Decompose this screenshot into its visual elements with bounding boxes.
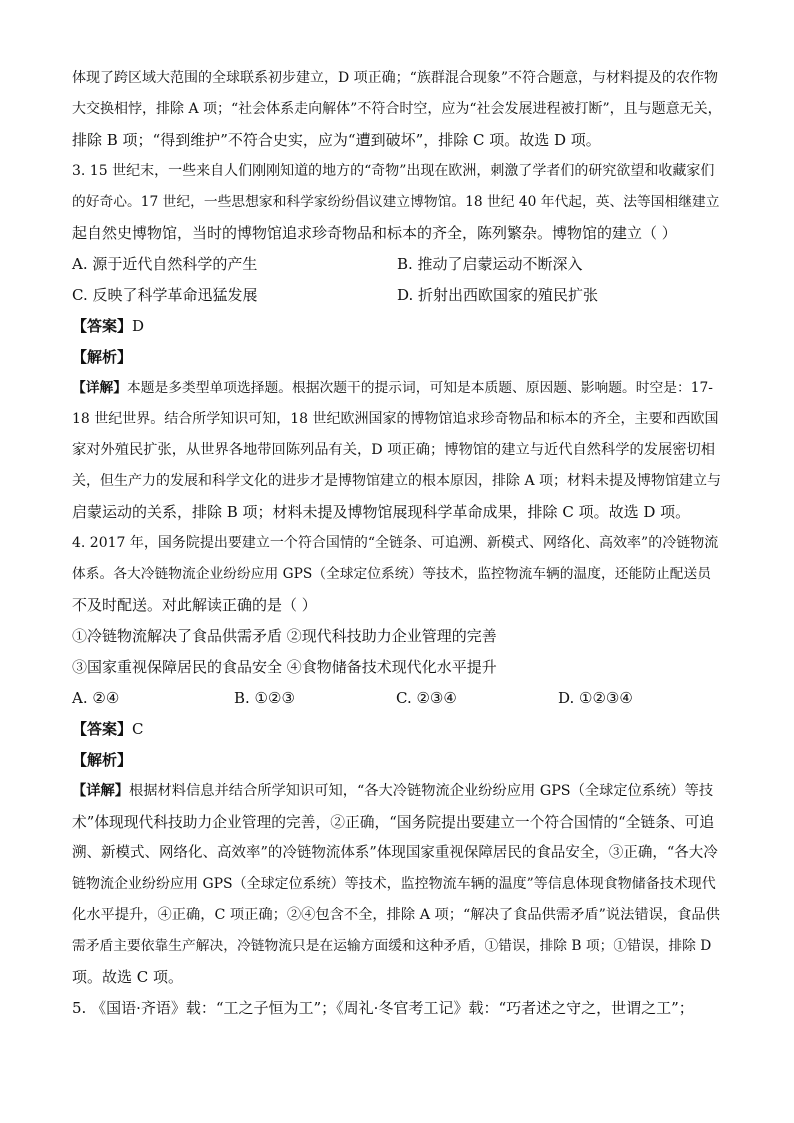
analysis-tag: 【解析】 [72,751,133,769]
question-stem-line: ①冷链物流解决了食品供需矛盾 ②现代科技助力企业管理的完善 [72,627,497,645]
text-line: 体现了跨区域大范围的全球联系初步建立，D 项正确；“族群混合现象”不符合题意，与材料提及的农作物 [72,70,718,86]
answer-line [72,311,722,342]
answer-tag: 【答案】 [72,317,133,335]
detail-line: 溯、新模式、网络化、高效率”的冷链物流体系”体现国家重视保障居民的食品安全，③正确，“各大冷 [72,845,718,861]
text-line: 排除 B 项；“得到维护”不符合史实，应为“遭到破坏”，排除 C 项。故选 D 项。 [72,131,601,149]
detail-line [72,776,722,807]
question-5 [72,993,722,1024]
answer-tag: 【答案】 [72,720,133,738]
question-stem-line: 5. 《国语·齐语》载：“工之子恒为工”；《周礼·冬官考工记》载：“巧者述之守之，世谓之工”； [72,999,694,1017]
detail-line: 关，但生产力的发展和科学文化的进步才是博物馆建立的根本原因，排除 A 项；材料未提及博物馆建立与 [72,473,722,489]
detail-line: 术”体现现代科技助力企业管理的完善，②正确，“国务院提出要建立一个符合国情的“全链条、可追 [72,814,715,831]
answer-value: D [132,317,145,335]
detail-line: 需矛盾主要依靠生产解决，冷链物流只是在运输方面缓和这种矛盾，①错误，排除 B 项；①错误，排除 D [72,938,712,954]
option-b: B. ①②③ [234,689,295,707]
answer-line [72,714,722,745]
analysis-line [72,745,722,776]
analysis-tag: 【解析】 [72,348,133,366]
detail-line [72,373,722,404]
detail-line: 家对外殖民扩张，从世界各地带回陈列品有关，D 项正确；博物馆的建立与近代自然科学的发展密切相 [72,442,715,458]
analysis-line [72,342,722,373]
detail-line: 项。故选 C 项。 [72,968,184,986]
options-row [72,280,722,311]
detail-text: 根据材料信息并结合所学知识可知，“各大冷链物流企业纷纷应用 GPS（全球定位系统）等技 [129,783,714,799]
option-d: D. ①②③④ [558,689,633,707]
question-stem-line: 4. 2017 年，国务院提出要建立一个符合国情的“全链条、可追溯、新模式、网络化、高效率”的冷链物流 [72,535,719,551]
question-stem-line: 体系。各大冷链物流企业纷纷应用 GPS（全球定位系统）等技术，监控物流车辆的温度，还能防止配送员 [72,566,712,582]
detail-paragraph [72,776,722,993]
option-c: C. 反映了科学革命迅猛发展 [72,286,258,304]
detail-text: 本题是多类型单项选择题。根据次题干的提示词，可知是本质题、原因题、影响题。时空是：17- [127,380,713,396]
option-a: A. ②④ [72,689,120,707]
detail-paragraph [72,373,722,528]
question-3 [72,156,722,528]
option-d: D. 折射出西欧国家的殖民扩张 [397,286,599,304]
option-c: C. ②③④ [396,689,457,707]
question-stem-line: 不及时配送。对此解读正确的是（ ） [72,596,317,614]
detail-line: 化水平提升，④正确，C 项正确；②④包含不全，排除 A 项；“解决了食品供需矛盾”说法错误，食品供 [72,907,720,923]
detail-tag: 【详解】 [72,380,128,396]
detail-line: 链物流企业纷纷应用 GPS（全球定位系统）等技术，监控物流车辆的温度”等信息体现食物储备技术现代 [72,876,716,892]
options-row [72,683,722,714]
question-stem-line: 3. 15 世纪末，一些来自人们刚刚知道的地方的“奇物”出现在欧洲，刺激了学者们的研究欲望和收藏家们 [72,163,715,179]
detail-line: 启蒙运动的关系，排除 B 项；材料未提及博物馆展现科学革命成果，排除 C 项。故选 D 项。 [72,503,691,521]
question-4 [72,528,722,993]
option-a: A. 源于近代自然科学的产生 [72,255,258,273]
detail-line: 18 世纪世界。结合所学知识可知，18 世纪欧洲国家的博物馆追求珍奇物品和标本的齐全，主要和西欧国 [72,411,719,427]
options-row [72,249,722,280]
question-stem-line: ③国家重视保障居民的食品安全 ④食物储备技术现代化水平提升 [72,658,497,676]
option-b: B. 推动了启蒙运动不断深入 [397,255,583,273]
detail-tag: 【详解】 [72,783,130,799]
question-stem-line: 的好奇心。17 世纪，一些思想家和科学家纷纷倡议建立博物馆。18 世纪 40 年代起，英、法等国相继建立 [72,194,720,210]
answer-value: C [132,720,144,738]
text-line: 大交换相悖，排除 A 项；“社会体系走向解体”不符合时空，应为“社会发展进程被打断”，且与题意无关， [72,101,722,117]
intro-paragraph [72,63,722,156]
question-stem-line: 起自然史博物馆，当时的博物馆追求珍奇物品和标本的齐全，陈列繁杂。博物馆的建立（ ） [72,224,677,242]
document-content [72,63,722,1024]
